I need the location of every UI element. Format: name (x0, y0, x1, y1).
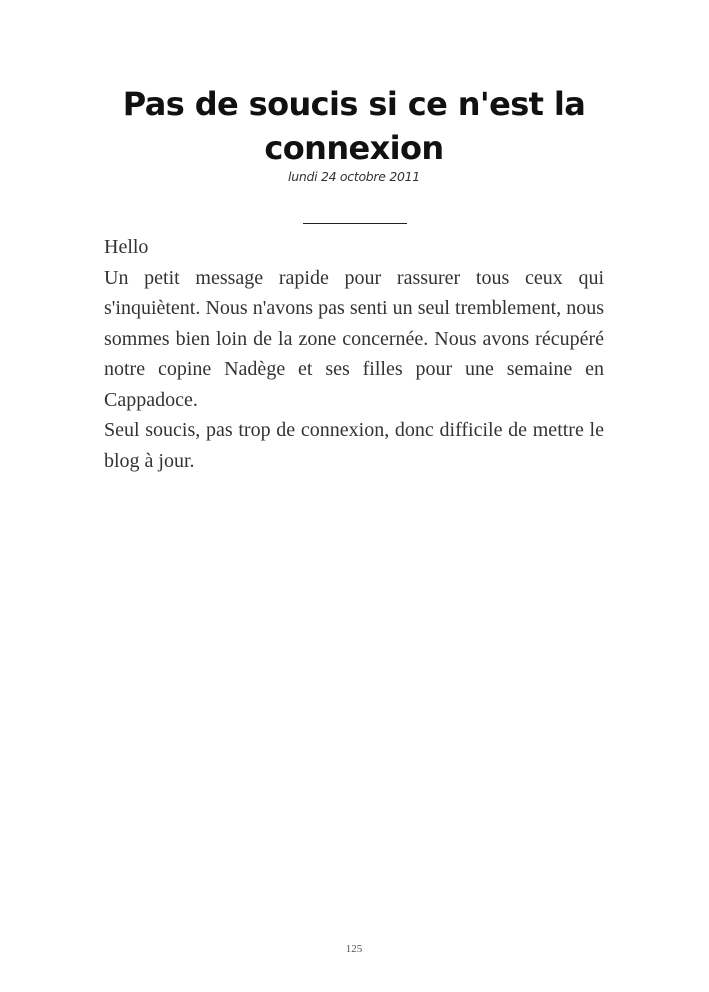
greeting-paragraph: Hello (104, 236, 149, 258)
page-number: 125 (345, 943, 363, 955)
body-paragraph: Un petit message rapide pour rassurer tous ceux qui s'inquiètent. Nous n'avons pas senti un seul tremblement, nous sommes bien loin de la zone concernée. Nous avons récupéré notre copine Nadège et ses filles pour une semaine en Cappadoce. (104, 266, 604, 411)
article-body (104, 232, 604, 476)
article-title: Pas de soucis si ce n'est la connexion (122, 85, 586, 167)
article-date: lundi 24 octobre 2011 (288, 169, 420, 184)
title-separator (303, 223, 407, 224)
body-paragraph: Seul soucis, pas trop de connexion, donc difficile de mettre le blog à jour. (104, 419, 604, 472)
